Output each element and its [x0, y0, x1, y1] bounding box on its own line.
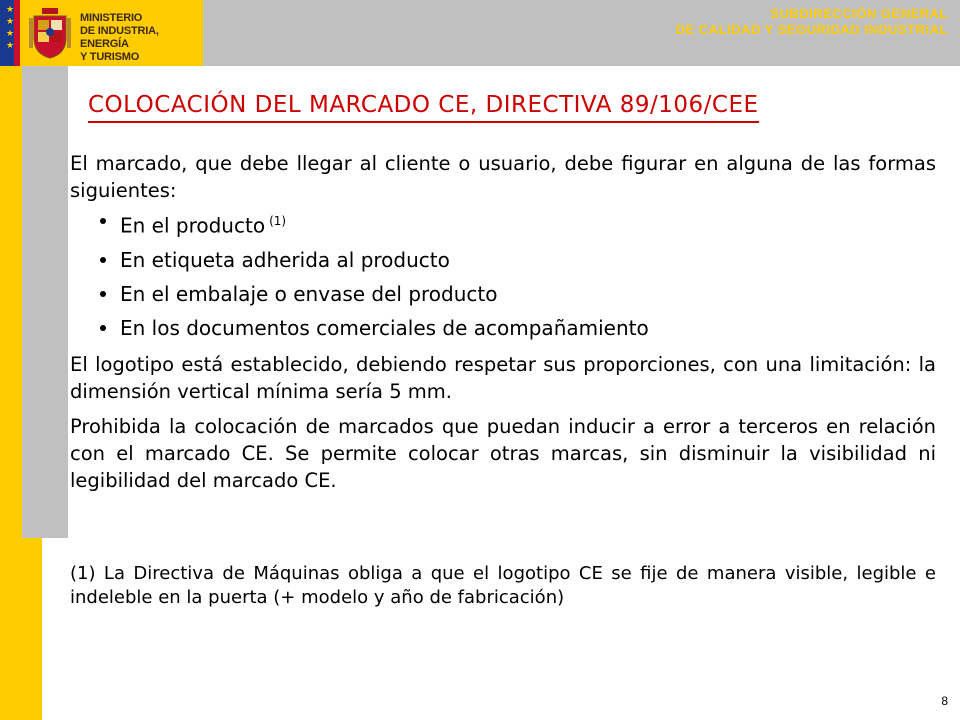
ministry-line-3: Y TURISMO: [80, 51, 140, 63]
intro-paragraph: El marcado, que debe llegar al cliente o usuario, debe figurar en alguna de las formas siguientes:: [70, 152, 936, 202]
subdirection-line-1: SUBDIRECCIÓN GENERAL: [770, 6, 948, 21]
slide-title-wrap: [88, 92, 759, 123]
list-item: [98, 315, 936, 341]
list-item-text: En los documentos comerciales de acompañamiento: [120, 315, 649, 340]
placement-list: [70, 208, 936, 341]
subdirection-heading: [676, 6, 948, 38]
list-item-text: En el embalaje o envase del producto: [120, 281, 498, 306]
prohibition-paragraph: Prohibida la colocación de marcados que puedan inducir a error a terceros en relación con el marcado CE. Se permite colocar otras marcas, sin disminuir la visibilidad ni legibilidad del marcado CE.: [70, 414, 936, 492]
spain-flag-stripe: [14, 0, 20, 66]
list-item-text: En el producto: [120, 213, 266, 238]
list-item: [98, 208, 936, 239]
ministry-logo-block: [0, 0, 203, 66]
logo-paragraph: El logotipo está establecido, debiendo respetar sus proporciones, con una limitación: la dimensión vertical mínima sería 5 mm.: [70, 352, 936, 403]
ministry-line-1: MINISTERIO: [80, 12, 143, 24]
list-item-text: En etiqueta adherida al producto: [120, 247, 450, 272]
footnote-marker: (1): [269, 214, 287, 228]
slide-body: [70, 150, 936, 494]
coat-of-arms-icon: [28, 6, 72, 60]
grey-side-panel: [22, 66, 68, 538]
list-item: [98, 247, 936, 273]
ministry-line-2: DE INDUSTRIA, ENERGÍA: [80, 25, 159, 50]
eu-stars-icon: ★ ★ ★ ★: [5, 5, 15, 51]
bullet-icon: [100, 257, 106, 263]
footnote: (1) La Directiva de Máquinas obliga a que el logotipo CE se fije de manera visible, legible e indeleble en la puerta (+ modelo y año de fabricación): [70, 563, 936, 608]
list-item: [98, 281, 936, 307]
bullet-icon: [100, 291, 106, 297]
ministry-name: [80, 12, 203, 64]
slide-title: COLOCACIÓN DEL MARCADO CE, DIRECTIVA 89/106/CEE: [88, 92, 759, 123]
page-number: 8: [941, 694, 948, 708]
bullet-icon: [100, 218, 106, 224]
bullet-icon: [100, 325, 106, 331]
subdirection-line-2: DE CALIDAD Y SEGURIDAD INDUSTRIAL: [675, 22, 948, 37]
